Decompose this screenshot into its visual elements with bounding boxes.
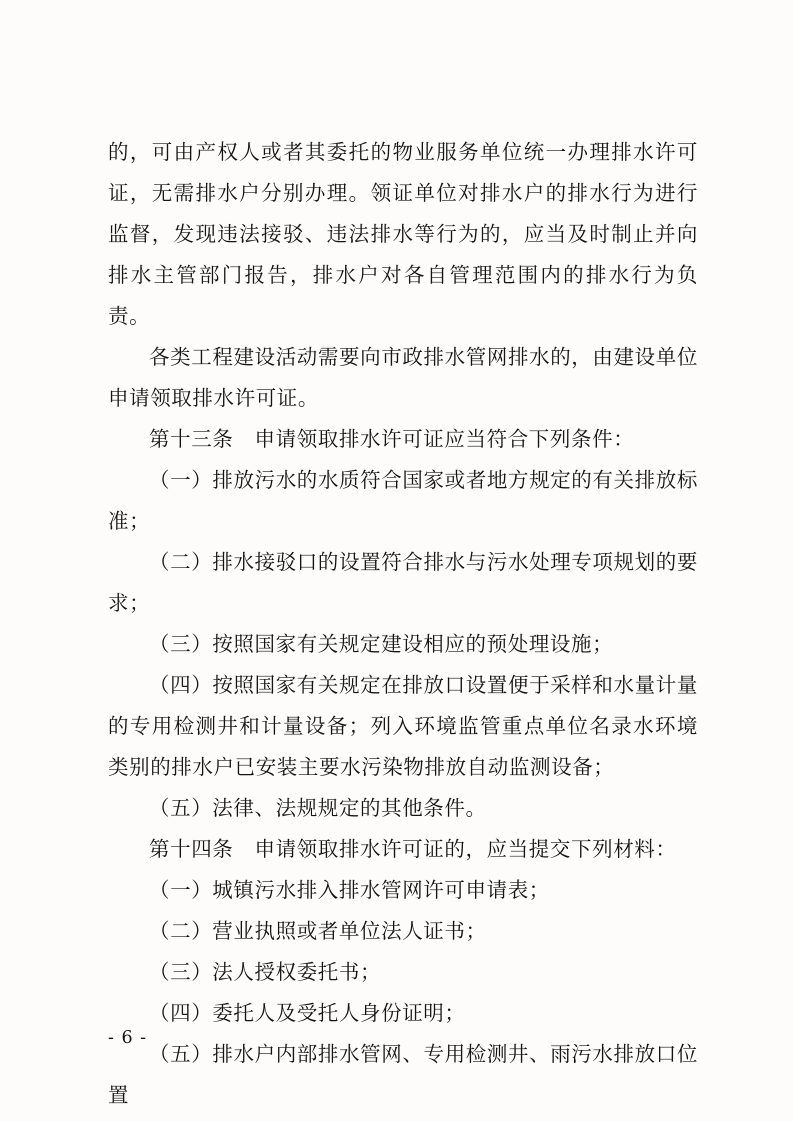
page-number: - 6 - xyxy=(108,1028,148,1048)
article-fourteen-heading: 第十四条 申请领取排水许可证的，应当提交下列材料： xyxy=(149,837,677,861)
article-thirteen-item-3: （三）按照国家有关规定建设相应的预处理设施； xyxy=(149,632,614,656)
document-body xyxy=(108,132,698,1116)
paragraph-continuation: 的，可由产权人或者其委托的物业服务单位统一办理排水许可证，无需排水户分别办理。领证单位对排水户的排水行为进行监督，发现违法接驳、违法排水等行为的，应当及时制止并向排水主管部门报告，排水户对各自管理范围内的排水行为负责。 xyxy=(108,140,698,328)
article-thirteen-item-2: （二）排水接驳口的设置符合排水与污水处理专项规划的要求； xyxy=(108,550,698,615)
article-fourteen-item-1: （一）城镇污水排入排水管网许可申请表； xyxy=(149,878,550,902)
article-fourteen-item-3: （三）法人授权委托书； xyxy=(149,960,382,984)
article-fourteen-item-4: （四）委托人及受托人身份证明； xyxy=(149,1001,466,1025)
article-fourteen-item-2: （二）营业执照或者单位法人证书； xyxy=(149,919,487,943)
article-thirteen-item-5: （五）法律、法规规定的其他条件。 xyxy=(149,796,487,820)
article-thirteen-heading: 第十三条 申请领取排水许可证应当符合下列条件： xyxy=(149,427,635,451)
paragraph-construction-activities: 各类工程建设活动需要向市政排水管网排水的，由建设单位申请领取排水许可证。 xyxy=(108,345,698,410)
article-thirteen-item-1: （一）排放污水的水质符合国家或者地方规定的有关排放标准； xyxy=(108,468,698,533)
article-fourteen-item-5: （五）排水户内部排水管网、专用检测井、雨污水排放口位置 xyxy=(108,1042,698,1107)
article-thirteen-item-4: （四）按照国家有关规定在排放口设置便于采样和水量计量的专用检测井和计量设备；列入环境监管重点单位名录水环境类别的排水户已安装主要水污染物排放自动监测设备； xyxy=(108,673,698,779)
